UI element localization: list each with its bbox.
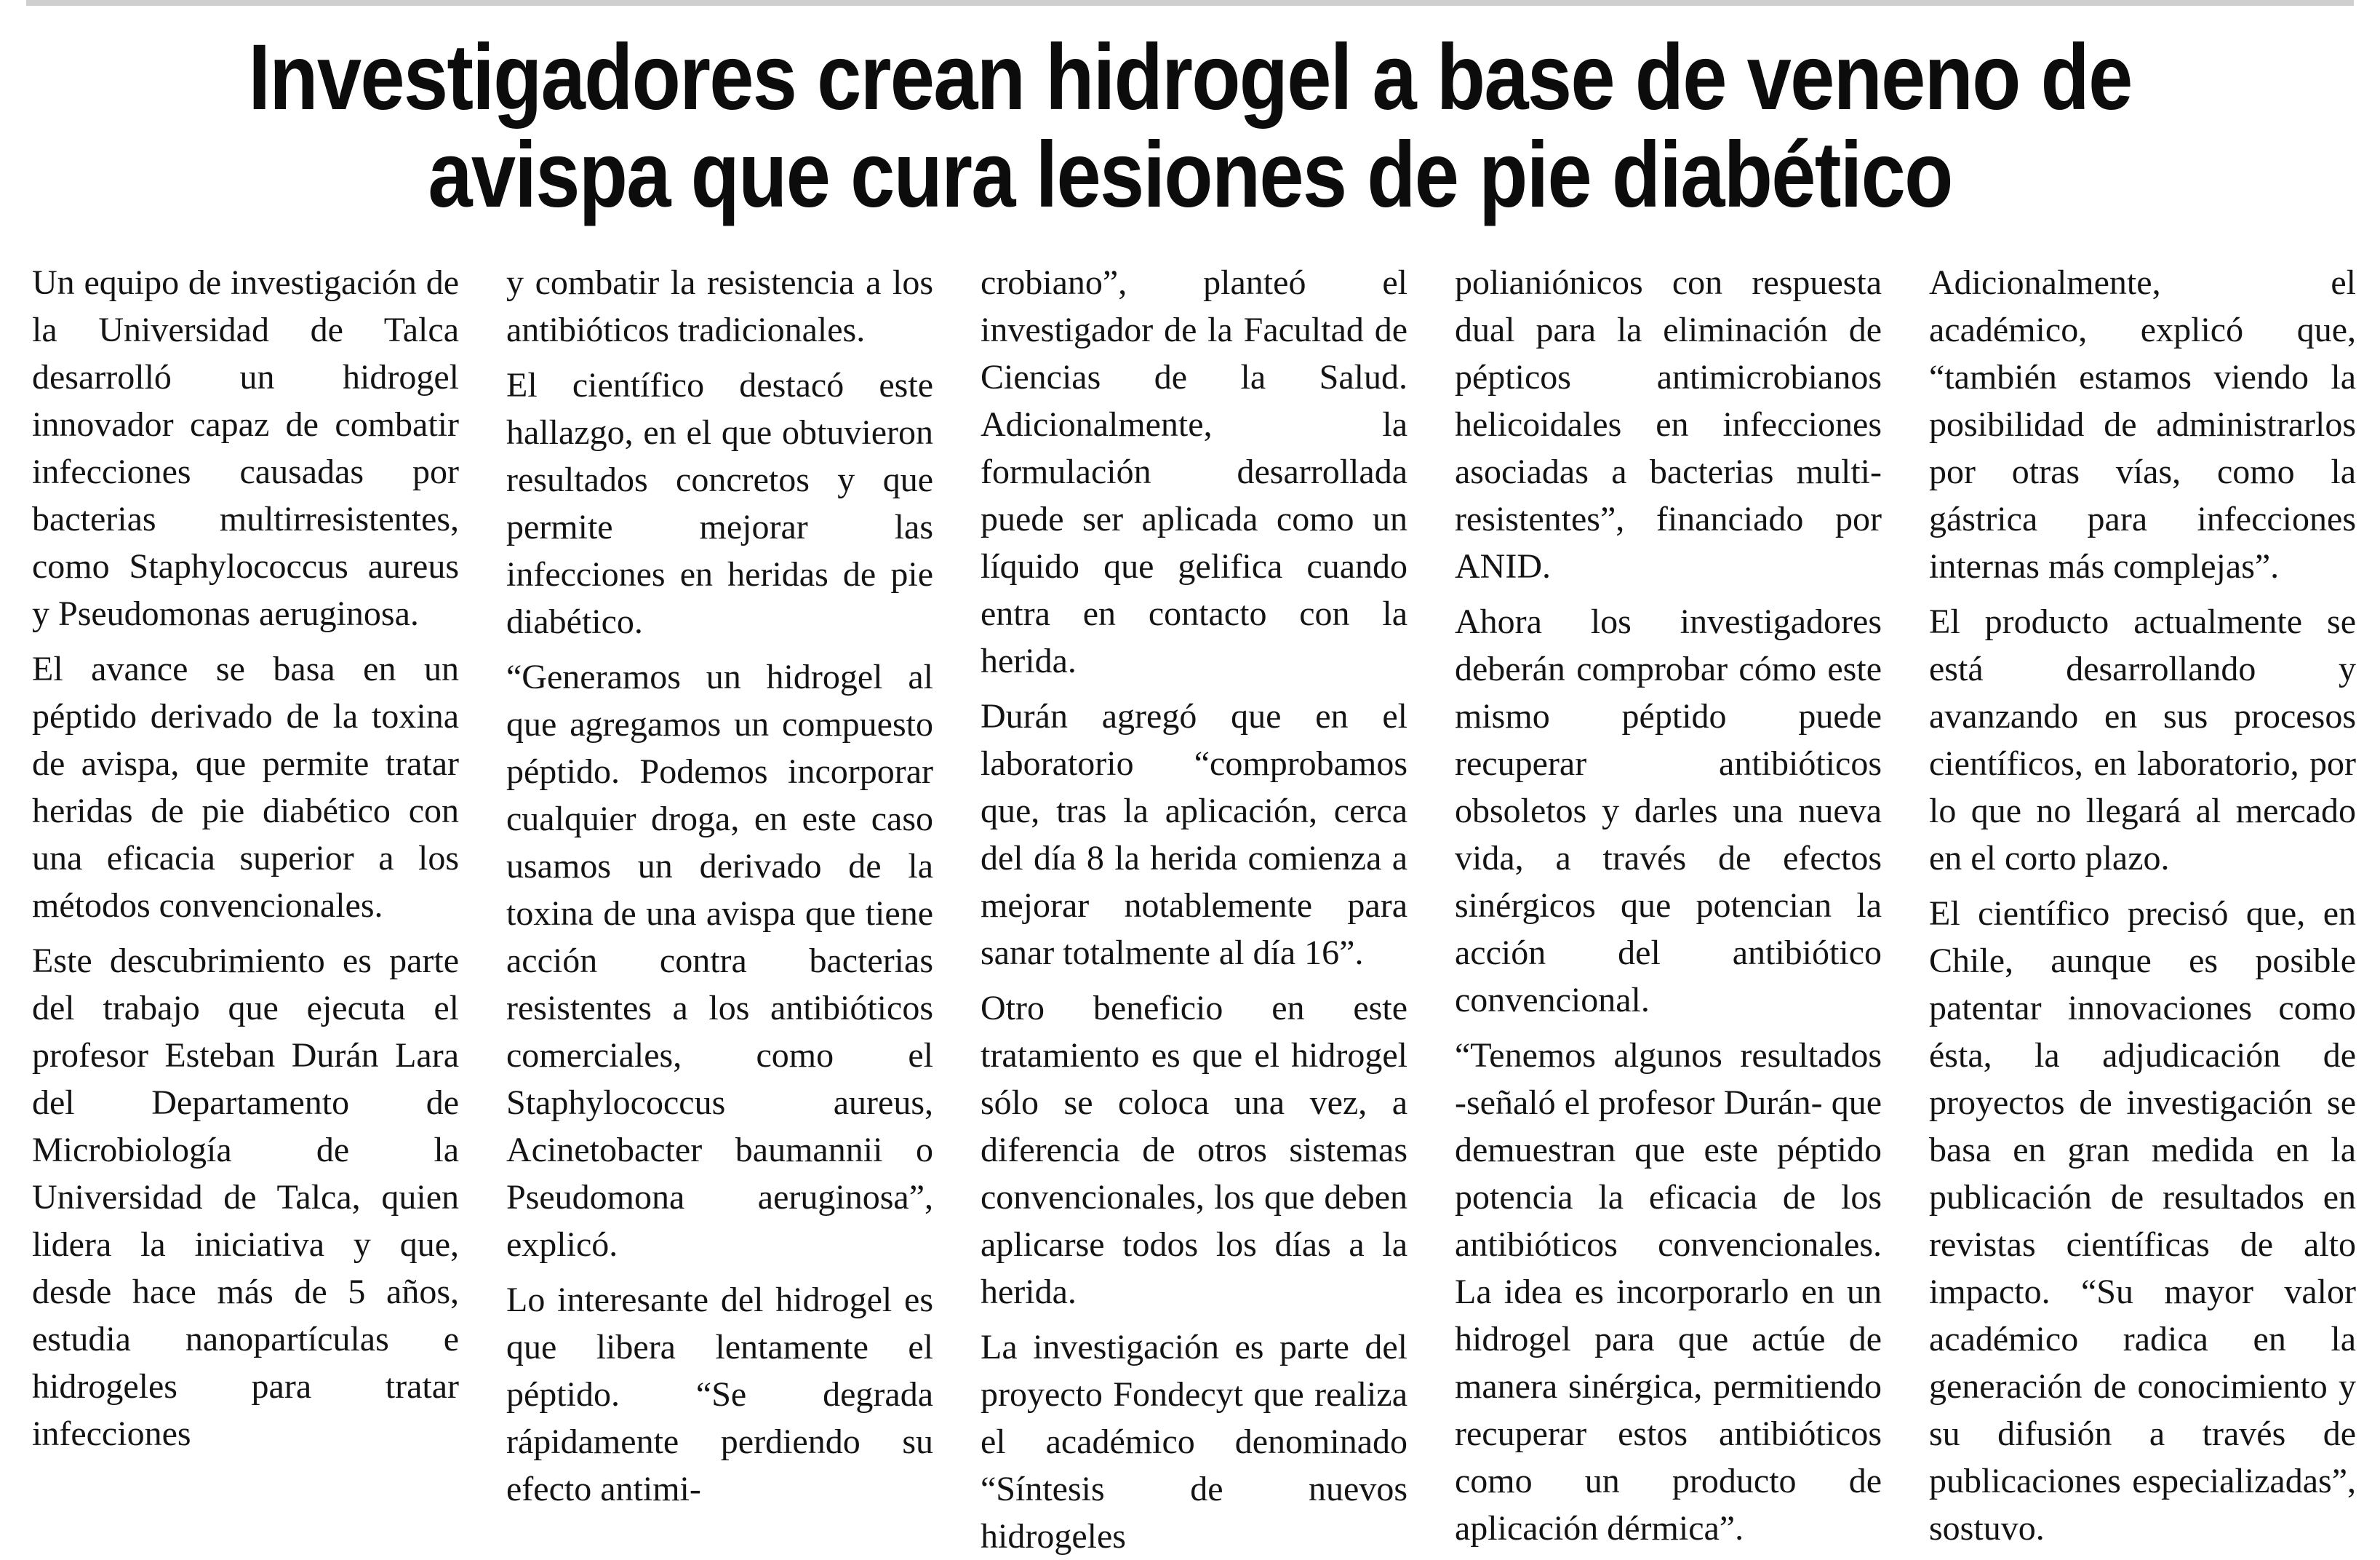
top-divider-rule	[26, 0, 2354, 6]
article-column-2	[506, 259, 933, 1560]
article-column-5	[1929, 259, 2356, 1560]
paragraph: La investigación es parte del proyecto Fondecyt que realiza el académico denominado “Síntesis de nuevos hidrogeles	[981, 1328, 1407, 1556]
headline-line-2: avispa que cura lesiones de pie diabético	[428, 123, 1952, 227]
paragraph: Otro beneficio en este tratamiento es que el hidrogel sólo se coloca una vez, a diferencia de otros sistemas convencionales, los que deben aplicarse todos los días a la herida.	[981, 989, 1407, 1311]
paragraph: polianiónicos con respuesta dual para la eliminación de pépticos antimicrobianos helicoidales en infecciones asociadas a bacterias multi-resistentes”, financiado por ANID.	[1455, 263, 1882, 586]
paragraph: El producto actualmente se está desarrollando y avanzando en sus procesos científicos, en laboratorio, por lo que no llegará al mercado en el corto plazo.	[1929, 602, 2356, 878]
article-headline	[167, 25, 2213, 227]
paragraph: El científico destacó este hallazgo, en el que obtuvieron resultados concretos y que permite mejorar las infecciones en heridas de pie diabético.	[506, 366, 933, 641]
paragraph: y combatir la resistencia a los antibióticos tradicionales.	[506, 263, 933, 349]
paragraph: “Generamos un hidrogel al que agregamos un compuesto péptido. Podemos incorporar cualquier droga, en este caso usamos un derivado de la toxina de una avispa que tiene acción contra bacterias resistentes a los antibióticos comerciales, como el Staphylococcus aureus, Acinetobacter baumannii o Pseudomona aeruginosa”, explicó.	[506, 658, 933, 1264]
article-column-1	[32, 259, 459, 1560]
paragraph: crobiano”, planteó el investigador de la Facultad de Ciencias de la Salud. Adicionalmente, la formulación desarrollada puede ser aplicada como un líquido que gelifica cuando entra en contacto con la herida.	[981, 263, 1407, 680]
paragraph: El científico precisó que, en Chile, aunque es posible patentar innovaciones como ésta, la adjudicación de proyectos de investigación se basa en gran medida en la publicación de resultados en revistas científicas de alto impacto. “Su mayor valor académico radica en la generación de conocimiento y su difusión a través de publicaciones especializadas”, sostuvo.	[1929, 894, 2356, 1548]
paragraph: Un equipo de investigación de la Universidad de Talca desarrolló un hidrogel innovador capaz de combatir infecciones causadas por bacterias multirresistentes, como Staphylococcus aureus y Pseudomonas aeruginosa.	[32, 263, 459, 633]
paragraph: Este descubrimiento es parte del trabajo que ejecuta el profesor Esteban Durán Lara del Departamento de Microbiología de la Universidad de Talca, quien lidera la iniciativa y que, desde hace más de 5 años, estudia nanopartículas e hidrogeles para tratar infecciones	[32, 942, 459, 1453]
headline-line-1: Investigadores crean hidrogel a base de veneno de	[248, 25, 2132, 130]
article-column-3	[981, 259, 1407, 1560]
article-column-4	[1455, 259, 1882, 1560]
article-body	[32, 259, 2357, 1556]
paragraph: Ahora los investigadores deberán comprobar cómo este mismo péptido puede recuperar antibióticos obsoletos y darles una nueva vida, a través de efectos sinérgicos que potencian la acción del antibiótico convencional.	[1455, 602, 1882, 1019]
paragraph: Adicionalmente, el académico, explicó que, “también estamos viendo la posibilidad de administrarlos por otras vías, como la gástrica para infecciones internas más complejas”.	[1929, 263, 2356, 586]
paragraph: Lo interesante del hidrogel es que libera lentamente el péptido. “Se degrada rápidamente perdiendo su efecto antimi-	[506, 1281, 933, 1508]
paragraph: Durán agregó que en el laboratorio “comprobamos que, tras la aplicación, cerca del día 8 la herida comienza a mejorar notablemente para sanar totalmente al día 16”.	[981, 697, 1407, 972]
paragraph: El avance se basa en un péptido derivado de la toxina de avispa, que permite tratar heridas de pie diabético con una eficacia superior a los métodos convencionales.	[32, 650, 459, 925]
paragraph: “Tenemos algunos resultados -señaló el profesor Durán- que demuestran que este péptido potencia la eficacia de los antibióticos convencionales. La idea es incorporarlo en un hidrogel para que actúe de manera sinérgica, permitiendo recuperar estos antibióticos como un producto de aplicación dérmica”.	[1455, 1036, 1882, 1548]
